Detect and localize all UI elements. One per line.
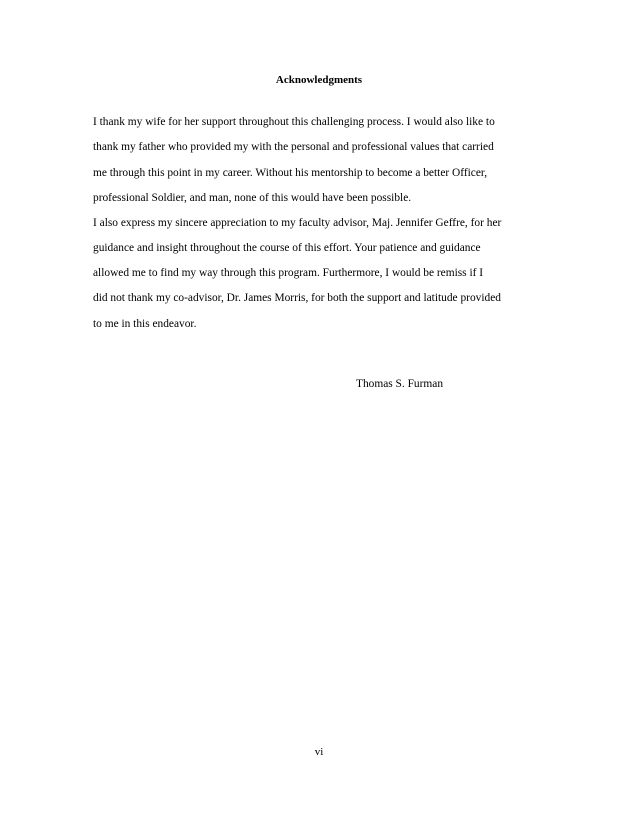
page-title: Acknowledgments <box>275 74 363 86</box>
text-line: thank my father who provided my with the personal and professional values that carried <box>93 141 494 153</box>
text-line: allowed me to find my way through this program. Furthermore, I would be remiss if I <box>93 267 484 279</box>
page-number: vi <box>314 746 324 758</box>
signature: Thomas S. Furman <box>356 378 444 390</box>
text-line: guidance and insight throughout the course of this effort. Your patience and guidance <box>93 242 481 254</box>
text-line: I thank my wife for her support throughout this challenging process. I would also like to <box>93 116 495 128</box>
text-line: I also express my sincere appreciation to my faculty advisor, Maj. Jennifer Geffre, for her <box>93 217 502 229</box>
text-line: me through this point in my career. Without his mentorship to become a better Officer, <box>93 167 488 179</box>
text-line: professional Soldier, and man, none of this would have been possible. <box>93 192 412 204</box>
text-line: did not thank my co-advisor, Dr. James Morris, for both the support and latitude provided <box>93 292 501 304</box>
text-line: to me in this endeavor. <box>93 318 197 330</box>
